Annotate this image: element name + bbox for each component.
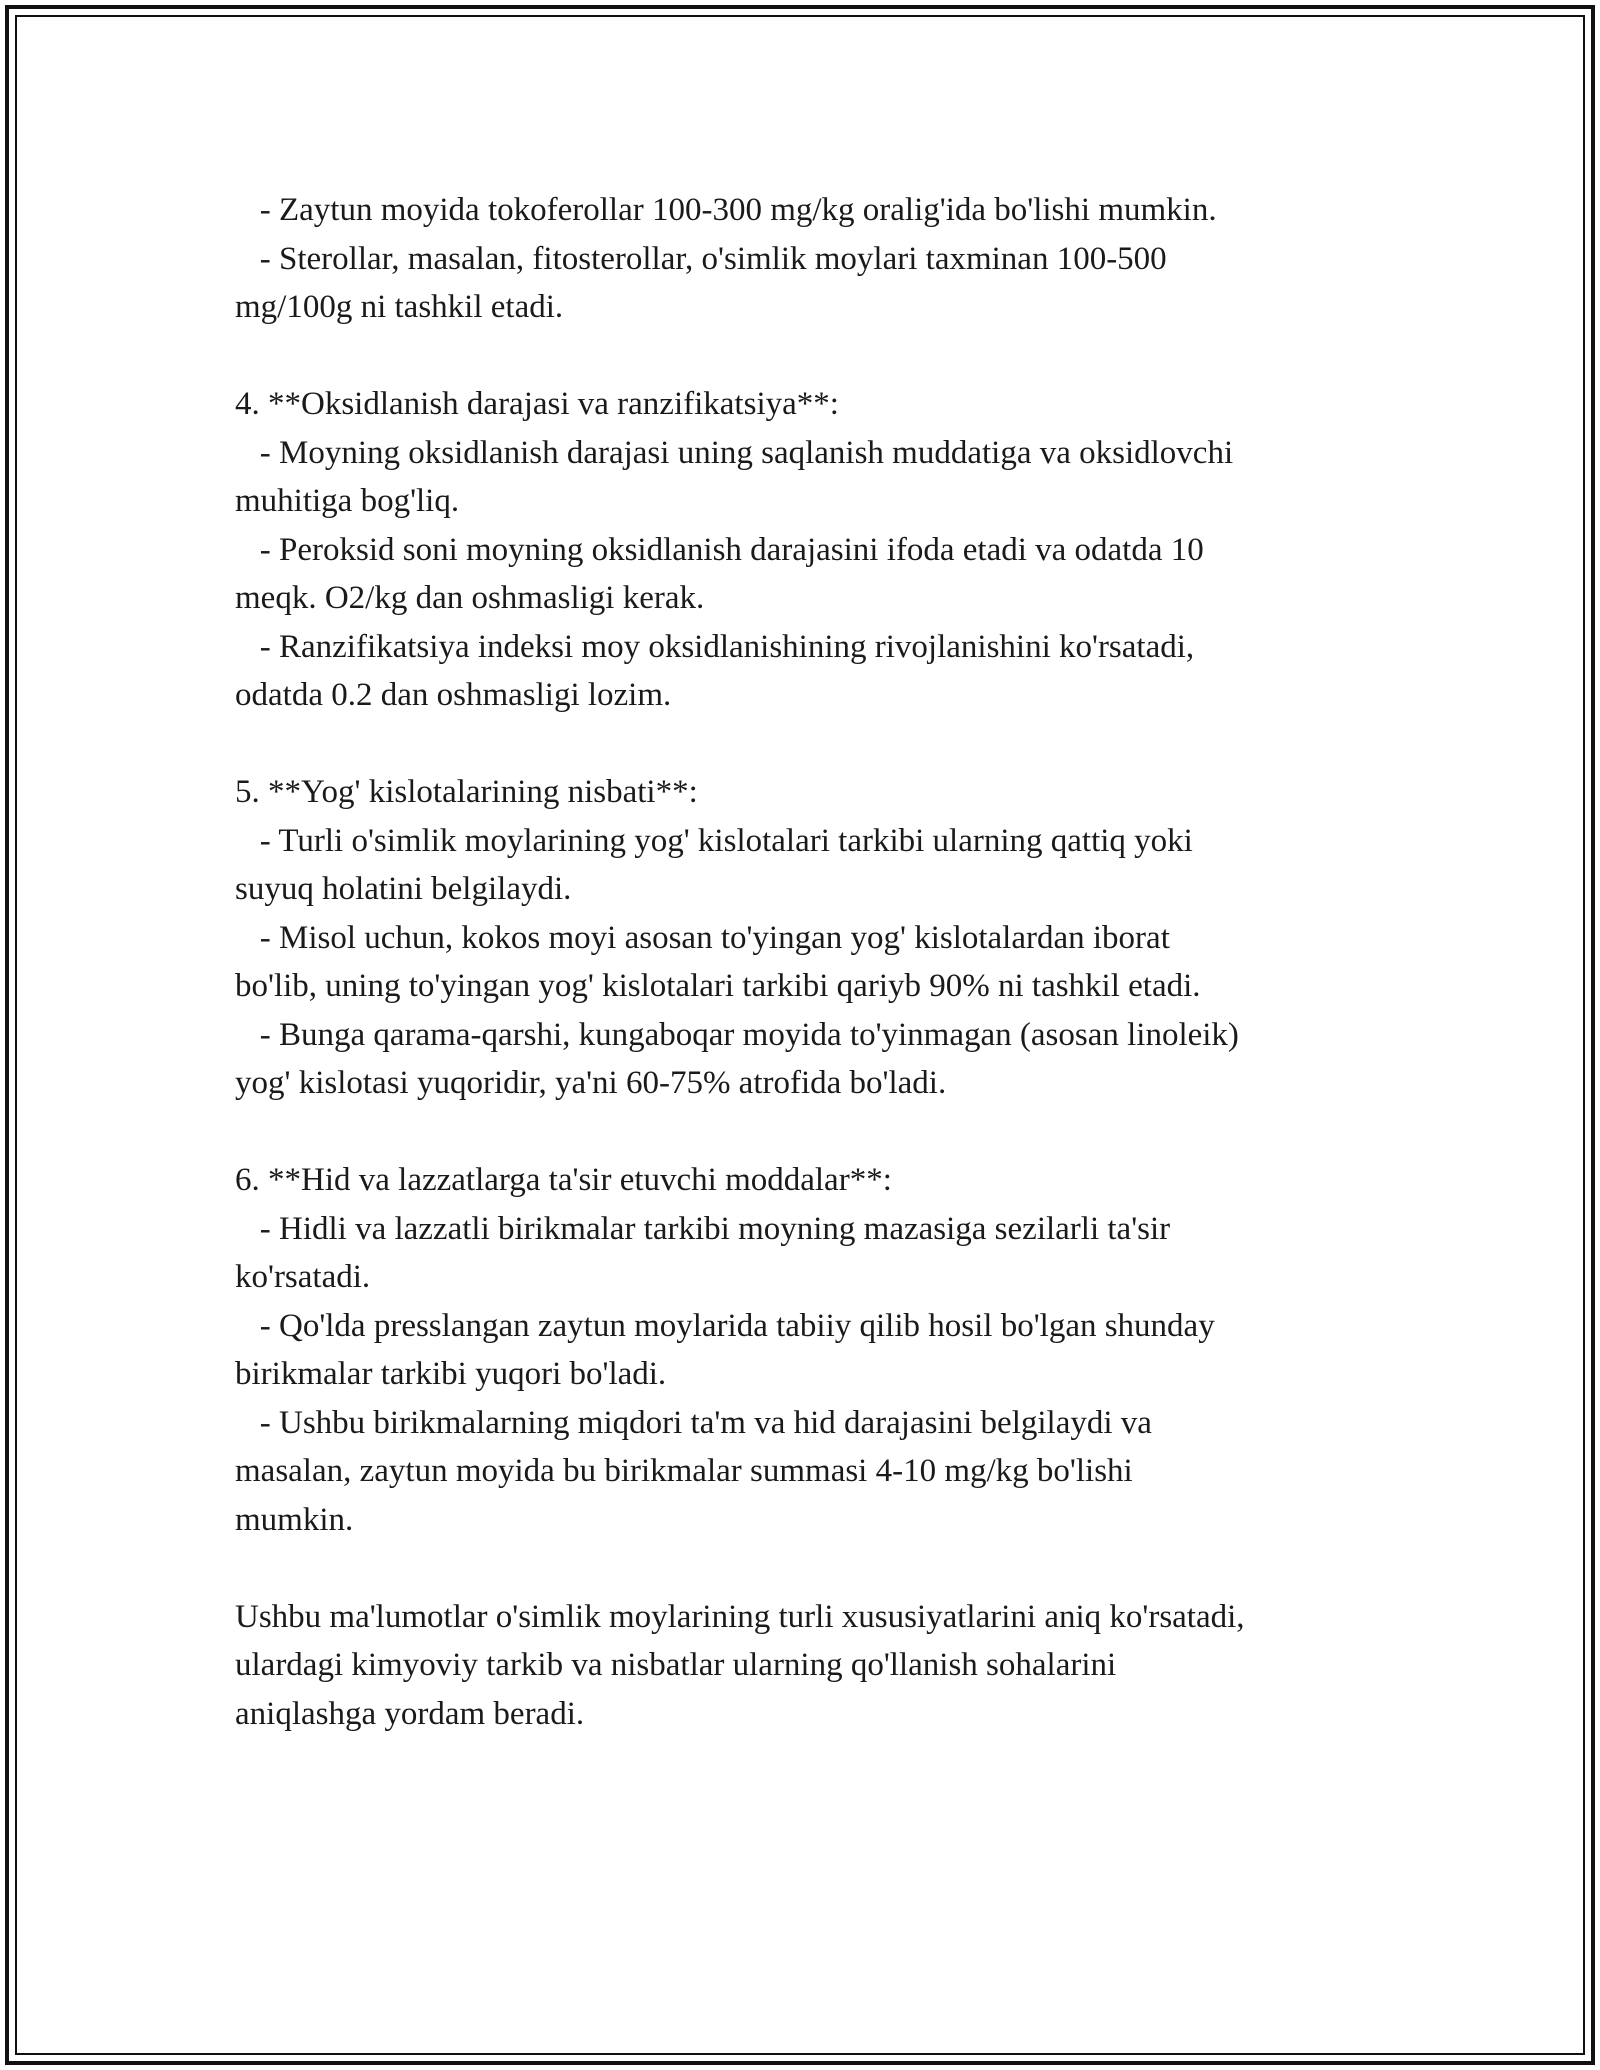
text-line: masalan, zaytun moyida bu birikmalar summasi 4-10 mg/kg bo'lishi <box>235 1453 1133 1489</box>
text-line: 4. **Oksidlanish darajasi va ranzifikatsiya**: <box>235 386 839 422</box>
text-line: - Peroksid soni moyning oksidlanish darajasini ifoda etadi va odatda 10 <box>235 531 1204 568</box>
text-line: suyuq holatini belgilaydi. <box>235 871 572 907</box>
text-line: - Zaytun moyida tokoferollar 100-300 mg/kg oralig'ida bo'lishi mumkin. <box>235 192 1217 228</box>
text-line: muhitiga bog'liq. <box>235 483 460 519</box>
text-line: - Turli o'simlik moylarining yog' kislotalari tarkibi ularning qattiq yoki <box>235 822 1193 859</box>
text-line: meqk. O2/kg dan oshmasligi kerak. <box>235 580 705 616</box>
text-line: - Moyning oksidlanish darajasi uning saqlanish muddatiga va oksidlovchi <box>235 434 1234 471</box>
paragraph-gap <box>235 332 1375 381</box>
text-line: mumkin. <box>235 1501 354 1538</box>
text-line: mg/100g ni tashkil etadi. <box>235 289 564 325</box>
text-line: yog' kislotasi yuqoridir, ya'ni 60-75% atrofida bo'ladi. <box>235 1065 947 1101</box>
text-line: ko'rsatadi. <box>235 1259 371 1295</box>
text-line: - Hidli va lazzatli birikmalar tarkibi moyning mazasiga sezilarli ta'sir <box>235 1210 1171 1247</box>
paragraph-gap <box>235 1108 1375 1157</box>
text-line: Ushbu ma'lumotlar o'simlik moylarining turli xususiyatlarini aniq ko'rsatadi, <box>235 1598 1245 1635</box>
paragraph-gap <box>235 1544 1375 1593</box>
paragraph-gap <box>235 720 1375 769</box>
text-line: - Sterollar, masalan, fitosterollar, o'simlik moylari taxminan 100-500 <box>235 240 1167 277</box>
text-line: aniqlashga yordam beradi. <box>235 1695 585 1732</box>
text-line: - Ranzifikatsiya indeksi moy oksidlanishining rivojlanishini ko'rsatadi, <box>235 628 1195 665</box>
text-line: 5. **Yog' kislotalarining nisbati**: <box>235 774 698 810</box>
document-body <box>235 186 1375 1738</box>
text-line: 6. **Hid va lazzatlarga ta'sir etuvchi moddalar**: <box>235 1162 892 1198</box>
text-line: bo'lib, uning to'yingan yog' kislotalari tarkibi qariyb 90% ni tashkil etadi. <box>235 968 1201 1004</box>
text-line: ulardagi kimyoviy tarkib va nisbatlar ularning qo'llanish sohalarini <box>235 1647 1117 1683</box>
text-line: odatda 0.2 dan oshmasligi lozim. <box>235 677 672 713</box>
text-line: birikmalar tarkibi yuqori bo'ladi. <box>235 1356 667 1392</box>
text-line: - Bunga qarama-qarshi, kungaboqar moyida to'yinmagan (asosan linoleik) <box>235 1016 1239 1053</box>
text-line: - Qo'lda presslangan zaytun moylarida tabiiy qilib hosil bo'lgan shunday <box>235 1307 1215 1344</box>
text-line: - Misol uchun, kokos moyi asosan to'yingan yog' kislotalardan iborat <box>235 919 1170 956</box>
text-line: - Ushbu birikmalarning miqdori ta'm va hid darajasini belgilaydi va <box>235 1404 1152 1441</box>
